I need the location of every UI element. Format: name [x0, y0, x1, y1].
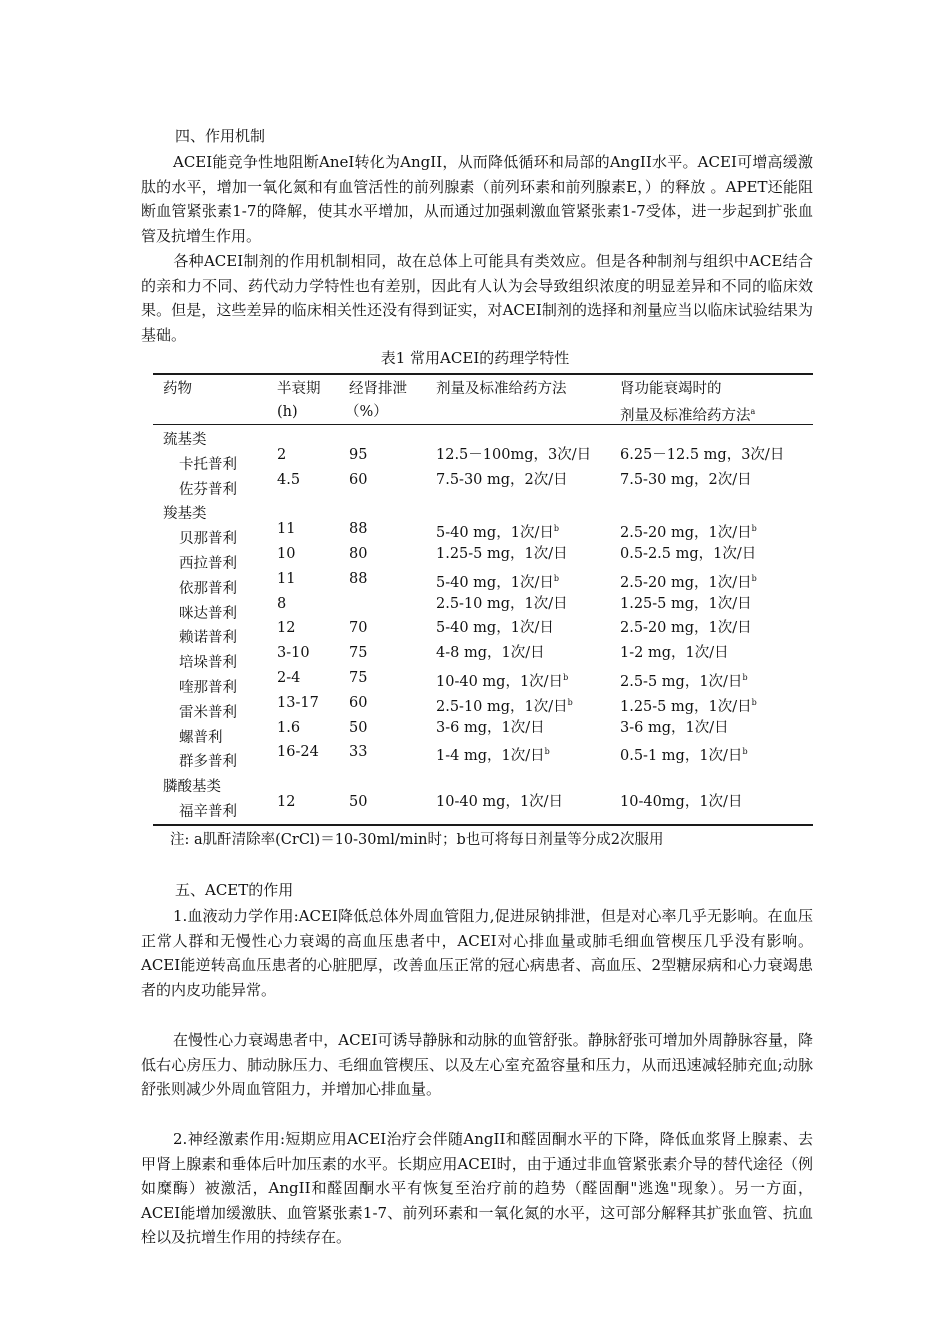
renal-excretion-value: 75 — [349, 670, 368, 686]
halflife-value: 2-4 — [277, 670, 301, 686]
renal-dose-value: 1.25-5 mg，1次/日 — [620, 595, 752, 612]
drug-name: 培垛普利 — [179, 655, 237, 672]
drug-name: 卡托普利 — [179, 456, 237, 473]
header-halflife: 半衰期 — [277, 381, 321, 397]
halflife-value: 1.6 — [277, 719, 301, 736]
renal-excretion-value: 60 — [349, 471, 368, 488]
group-label: 巯基类 — [163, 432, 207, 448]
renal-excretion-value: 33 — [349, 744, 368, 761]
drug-name: 雷米普利 — [179, 704, 237, 721]
dose-value: 10-40 mg，1次/日 — [436, 794, 564, 810]
halflife-value: 11 — [277, 521, 296, 538]
renal-dose-value: 7.5-30 mg，2次/日 — [620, 471, 752, 488]
dose-value: 5-40 mg，1次/日$^b$ — [436, 524, 559, 542]
dose-value: 4-8 mg，1次/日 — [436, 645, 545, 662]
halflife-value: 8 — [277, 595, 287, 612]
footnote-mark: b — [751, 573, 757, 583]
table-top-rule — [153, 373, 813, 375]
footnote-mark: b — [553, 573, 559, 583]
renal-dose-value: 6.25－12.5 mg，3次/日 — [620, 446, 785, 463]
renal-excretion-value: 88 — [349, 521, 368, 538]
renal-dose-value: 2.5-20 mg，1次/日$^b$ — [620, 524, 757, 542]
renal-dose-value: 2.5-20 mg，1次/日$^b$ — [620, 573, 757, 591]
section5-paragraph-1: 1.血液动力学作用:ACEI降低总体外周血管阻力,促进尿钠排泄，但是对心率几乎无影响。在血压正常人群和无慢性心力衰竭的高血压患者中，ACEI对心排血量或肺毛细血管楔压几乎没有影响。ACEI能逆转高血压患者的心脏肥厚，改善血压正常的冠心病患者、高血压、2型糖尿病和心力衰竭患者的内皮功能异常。 — [141, 907, 813, 999]
renal-excretion-value: 60 — [349, 694, 368, 711]
drug-name: 群多普利 — [179, 754, 237, 771]
dose-value: 2.5-10 mg，1次/日 — [436, 595, 568, 612]
footnote-mark: b — [544, 747, 550, 757]
drug-name: 依那普利 — [179, 580, 237, 597]
dose-value: 10-40 mg，1次/日$^b$ — [436, 673, 569, 690]
header-footnote-mark: a — [750, 407, 756, 416]
drug-name: 喹那普利 — [179, 680, 237, 696]
group-label: 羧基类 — [163, 506, 207, 523]
renal-excretion-value: 95 — [349, 446, 368, 463]
header-halflife-unit: (h) — [277, 404, 298, 420]
dose-value: 2.5-10 mg，1次/日$^b$ — [436, 697, 573, 715]
halflife-value: 10 — [277, 546, 296, 562]
footnote-mark: b — [751, 697, 757, 707]
footnote-mark: b — [563, 673, 569, 682]
dose-value: 7.5-30 mg，2次/日 — [436, 471, 568, 488]
header-renal-dose: 肾功能衰竭时的 — [620, 381, 722, 397]
halflife-value: 13-17 — [277, 694, 319, 711]
renal-dose-value: 1.25-5 mg，1次/日$^b$ — [620, 697, 757, 715]
renal-dose-value: 3-6 mg，1次/日 — [620, 719, 729, 736]
header-renal-dose-method: 剂量及标准给药方法$^a$ — [620, 407, 756, 424]
section5-paragraph-2: 在慢性心力衰竭患者中，ACEI可诱导静脉和动脉的血管舒张。静脉舒张可增加外周静脉容量，降低右心房压力、肺动脉压力、毛细血管楔压、以及左心室充盈容量和压力，从而迅速减轻肺充血;动脉舒张则减少外周血管阻力，并增加心排血量。 — [141, 1031, 813, 1099]
halflife-value: 4.5 — [277, 471, 301, 488]
dose-value: 1-4 mg，1次/日$^b$ — [436, 747, 550, 765]
drug-name: 西拉普利 — [179, 556, 237, 572]
renal-dose-value: 2.5-20 mg，1次/日 — [620, 620, 752, 637]
drug-name: 福辛普利 — [179, 804, 237, 820]
table-note: 注: a肌酐清除率(CrCl)＝10-30ml/min时；b也可将每日剂量等分成2次服用 — [170, 832, 664, 848]
footnote-mark: b — [742, 673, 748, 682]
drug-name: 螺普利 — [179, 729, 223, 746]
drug-name: 咪达普利 — [179, 605, 237, 622]
header-renal-excretion: 经肾排泄 — [349, 381, 407, 397]
renal-dose-value: 0.5-1 mg，1次/日$^b$ — [620, 747, 748, 765]
drug-name: 佐芬普利 — [179, 481, 237, 498]
renal-dose-value: 0.5-2.5 mg，1次/日 — [620, 546, 757, 562]
drug-name: 赖诺普利 — [179, 630, 237, 647]
section4-heading: 四、作用机制 — [175, 127, 266, 145]
halflife-value: 12 — [277, 794, 296, 810]
table-bottom-rule — [153, 824, 813, 826]
halflife-value: 2 — [277, 446, 287, 463]
halflife-value: 3-10 — [277, 645, 310, 662]
renal-excretion-value: 70 — [349, 620, 368, 637]
header-dose: 剂量及标准给药方法 — [436, 381, 567, 397]
halflife-value: 11 — [277, 570, 296, 587]
renal-excretion-value: 80 — [349, 546, 368, 562]
dose-value: 3-6 mg，1次/日 — [436, 719, 545, 736]
renal-dose-value: 10-40mg，1次/日 — [620, 794, 743, 810]
renal-excretion-value: 88 — [349, 570, 368, 587]
renal-dose-value: 2.5-5 mg，1次/日$^b$ — [620, 673, 748, 690]
renal-excretion-value: 75 — [349, 645, 368, 662]
dose-value: 5-40 mg，1次/日 — [436, 620, 554, 637]
section5-heading: 五、ACET的作用 — [175, 881, 294, 899]
renal-excretion-value: 50 — [349, 794, 368, 810]
drug-name: 贝那普利 — [179, 531, 237, 548]
table-caption: 表1 常用ACEI的药理学特性 — [380, 349, 570, 367]
dose-value: 5-40 mg，1次/日$^b$ — [436, 573, 559, 591]
dose-value: 12.5－100mg，3次/日 — [436, 446, 592, 463]
footnote-mark: b — [751, 524, 757, 534]
footnote-mark: b — [567, 697, 573, 707]
halflife-value: 16-24 — [277, 744, 319, 761]
group-label: 膦酸基类 — [163, 779, 221, 796]
header-renal-excretion-unit: （%） — [345, 404, 388, 420]
section4-paragraph-1: ACEI能竞争性地阻断AneI转化为AngII，从而降低循环和局部的AngII水平。ACEI可增高缓激肽的水平，增加一氧化氮和有血管活性的前列腺素（前列环素和前列腺素E，）的释放 。APET还能阻断血管紧张素1-7的降解，使其水平增加，从而通过加强刺激血管紧张素1-7受体，进一步起到扩张血管及抗增生作用。 — [141, 153, 813, 245]
renal-dose-value: 1-2 mg，1次/日 — [620, 645, 729, 662]
footnote-mark: b — [742, 747, 748, 757]
header-drug: 药物 — [163, 381, 192, 397]
halflife-value: 12 — [277, 620, 296, 637]
dose-value: 1.25-5 mg，1次/日 — [436, 546, 568, 562]
section5-paragraph-3: 2.神经激素作用:短期应用ACEI治疗会伴随AngII和醛固酮水平的下降，降低血浆肾上腺素、去甲肾上腺素和垂体后叶加压素的水平。长期应用ACEI时，由于通过非血管紧张素介导的替代途径（例如糜酶）被激活，AngII和醛固酮水平有恢复至治疗前的趋势（醛固酮"逃逸"现象）。另一方面，ACEI能增加缓激肤、血管紧张素1-7、前列环素和一氧化氮的水平，这可部分解释其扩张血管、抗血栓以及抗增生作用的持续存在。 — [141, 1130, 813, 1247]
section4-paragraph-2: 各种ACEI制剂的作用机制相同，故在总体上可能具有类效应。但是各种制剂与组织中ACE结合的亲和力不同、药代动力学特性也有差别，因此有人认为会导致组织浓度的明显差异和不同的临床效果。但是，这些差异的临床相关性还没有得到证实，对ACEI制剂的选择和剂量应当以临床试验结果为基础。 — [141, 252, 813, 344]
renal-excretion-value: 50 — [349, 719, 368, 736]
footnote-mark: b — [553, 524, 559, 534]
